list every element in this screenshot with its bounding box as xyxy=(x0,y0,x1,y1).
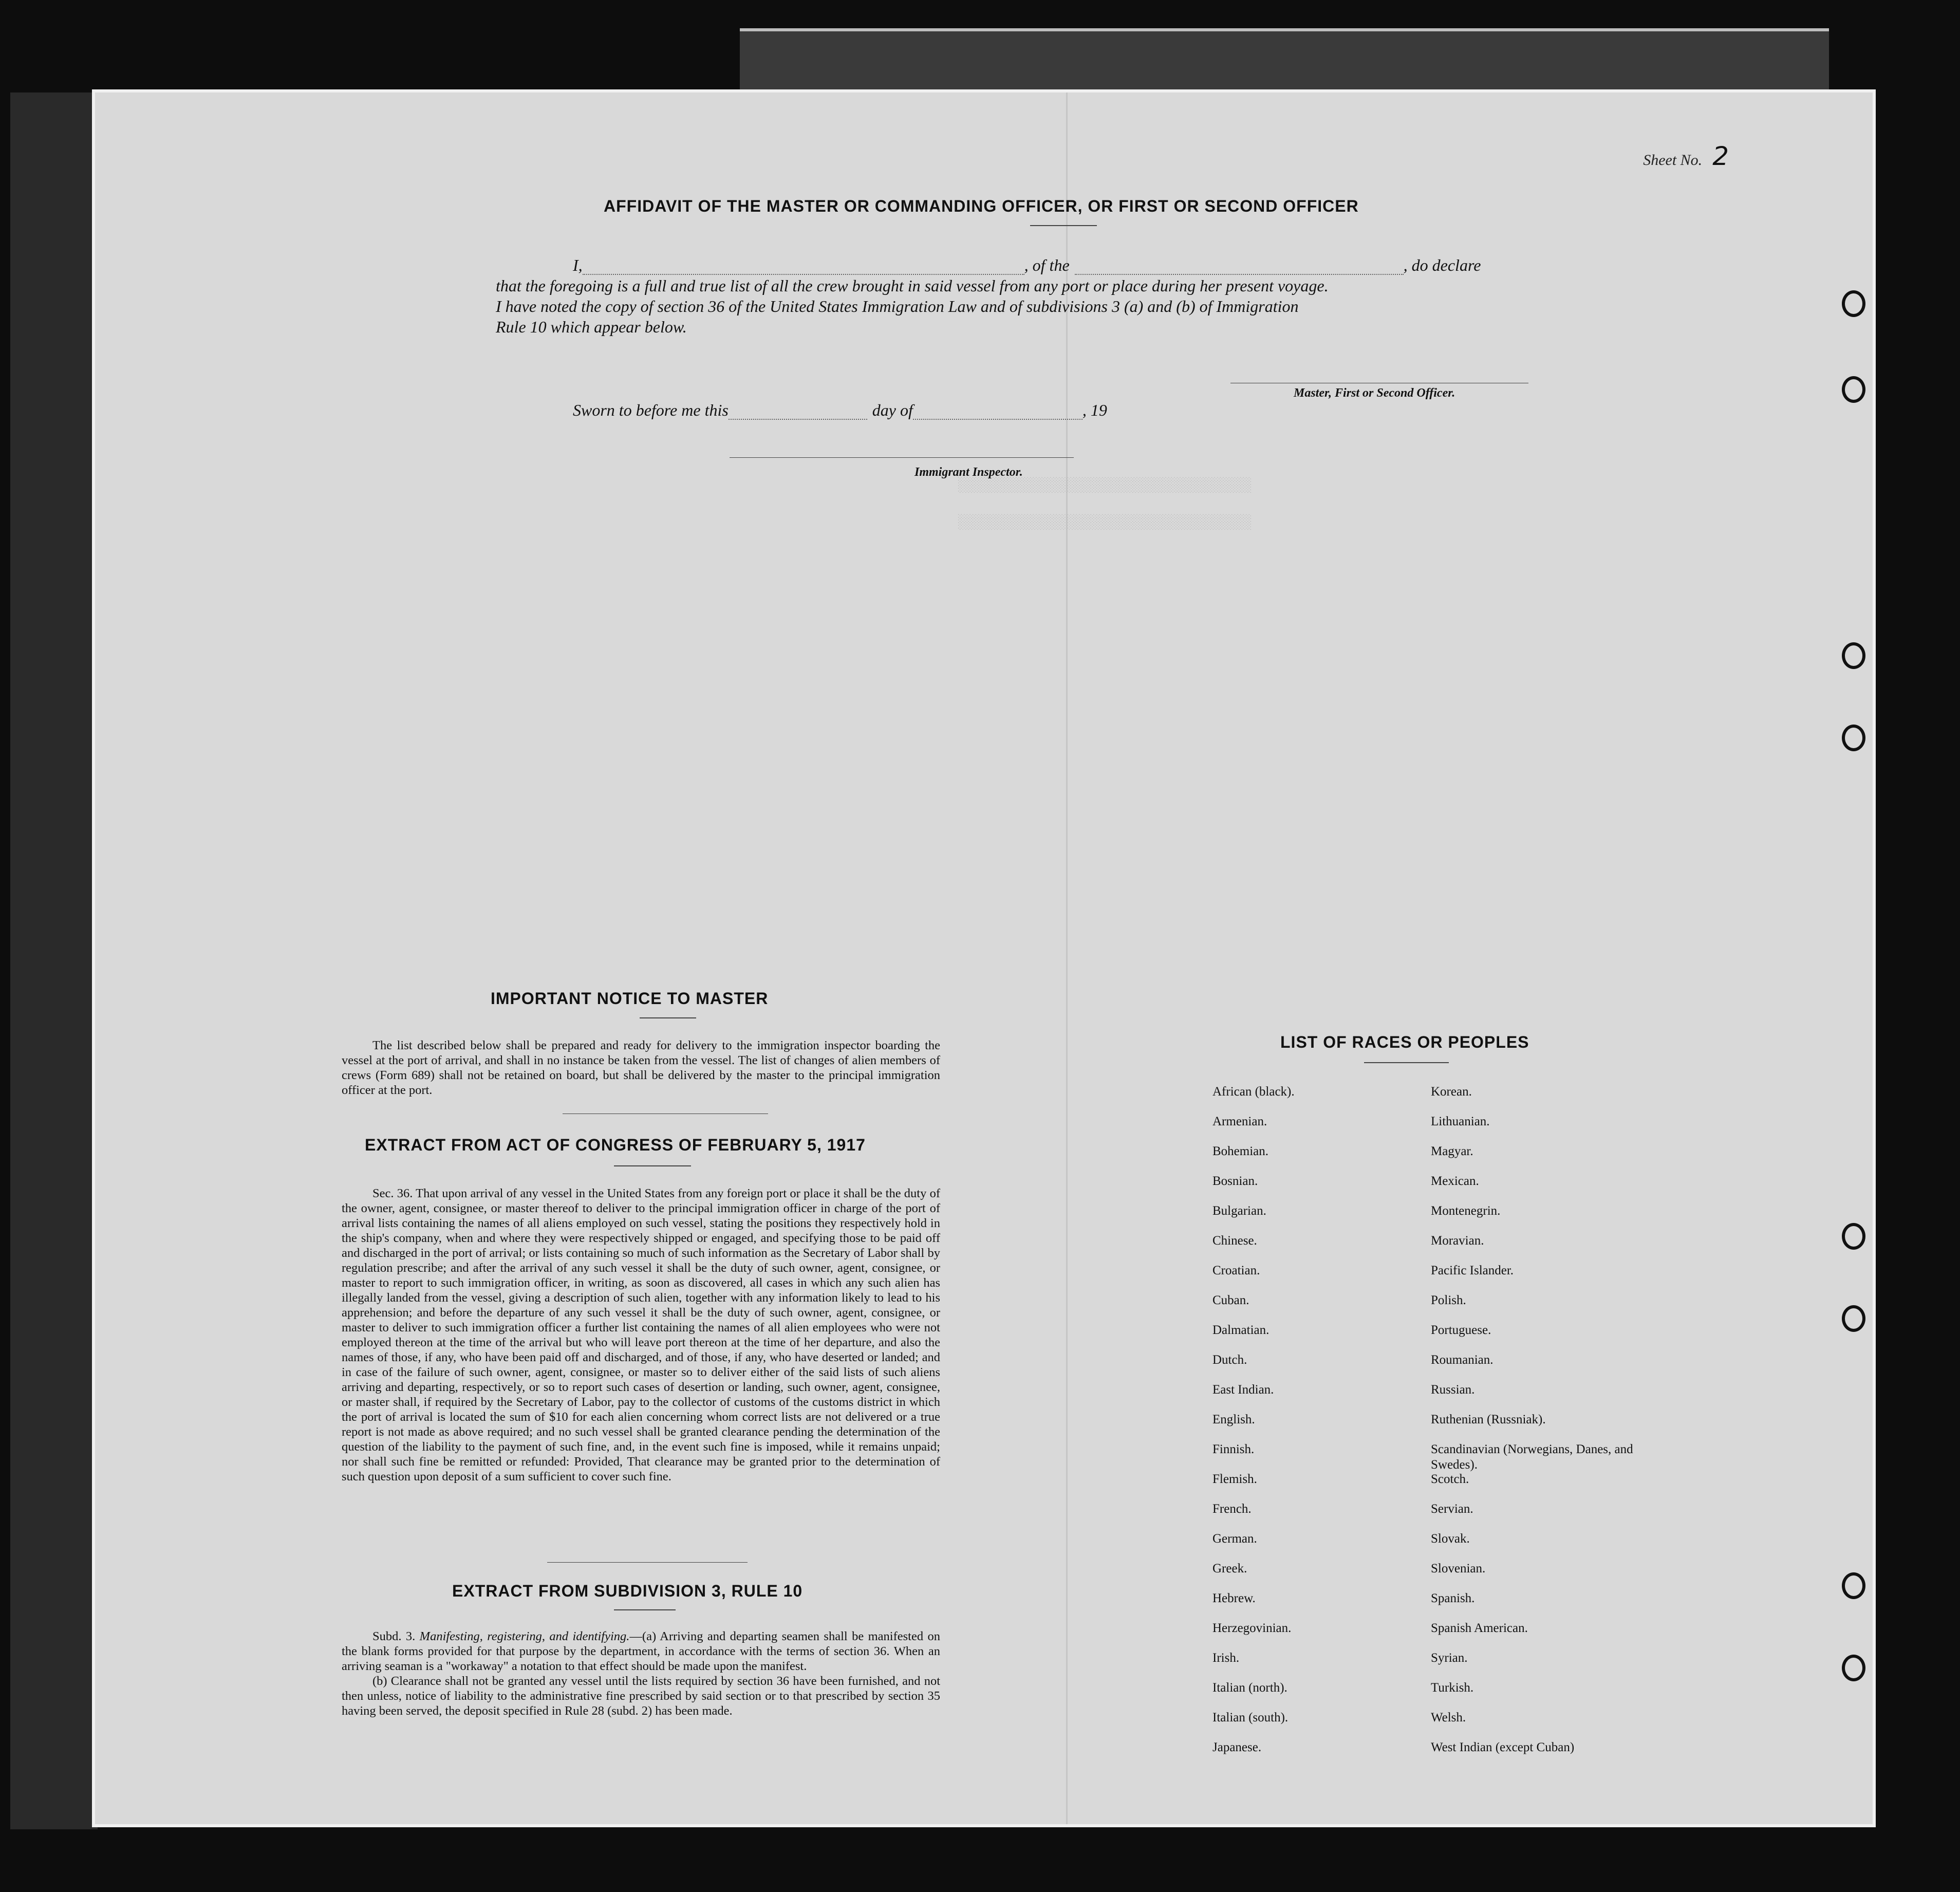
race-item: Montenegrin. xyxy=(1431,1204,1501,1218)
sworn-line: Sworn to before me this day of , 19 xyxy=(573,401,1107,419)
race-item: Irish. xyxy=(1212,1651,1240,1665)
race-item: Pacific Islander. xyxy=(1431,1264,1514,1277)
race-item: Flemish. xyxy=(1212,1472,1257,1486)
notice-title-rule xyxy=(640,1017,696,1018)
act-title: EXTRACT FROM ACT OF CONGRESS OF FEBRUARY 5, 1917 xyxy=(365,1136,866,1154)
binder-hole xyxy=(1842,290,1865,317)
affidavit-line-4: Rule 10 which appear below. xyxy=(496,318,687,336)
race-item: Finnish. xyxy=(1212,1442,1255,1456)
sworn-date-blank[interactable] xyxy=(729,419,867,420)
binder-hole xyxy=(1842,376,1865,403)
race-item: French. xyxy=(1212,1502,1252,1516)
notice-text: The list described below shall be prepared and ready for delivery to the immigration inspector boarding the vessel at the port of arrival, and shall in no instance be taken from the vessel. The list of changes of alien members of crews (Form 689) shall not be retained on board, but shall be delivered by the master to the principal immigration officer at the port. xyxy=(342,1038,940,1097)
race-item: Greek. xyxy=(1212,1562,1247,1575)
sworn-month-blank[interactable] xyxy=(913,419,1082,420)
race-item: Scotch. xyxy=(1431,1472,1469,1486)
notice-title: IMPORTANT NOTICE TO MASTER xyxy=(491,989,769,1008)
race-item: English. xyxy=(1212,1413,1255,1426)
affidavit-title-rule xyxy=(1030,225,1097,226)
act-end-rule xyxy=(547,1562,748,1563)
binder-hole xyxy=(1842,1655,1865,1681)
binder-hole xyxy=(1842,642,1865,669)
binder-hole xyxy=(1842,1223,1865,1250)
sheet-number xyxy=(1643,141,1729,171)
bleed-through-text: ░░░░░░░░░░░░░░░░░░░░░░░░░░░░░░░░░░ ░░░░░░░░░░░░░░░░░░░░░░░░░░░░░░░░░░ xyxy=(958,478,1252,531)
race-item: Bosnian. xyxy=(1212,1174,1258,1188)
race-item: Croatian. xyxy=(1212,1264,1260,1277)
race-item: Spanish. xyxy=(1431,1591,1475,1605)
race-item: Polish. xyxy=(1431,1293,1466,1307)
race-item: Bulgarian. xyxy=(1212,1204,1266,1218)
sheet-number-value: 2 xyxy=(1712,141,1729,171)
race-item: Bohemian. xyxy=(1212,1144,1269,1158)
race-item: West Indian (except Cuban) xyxy=(1431,1740,1575,1754)
race-item: Cuban. xyxy=(1212,1293,1249,1307)
races-title-rule xyxy=(1364,1062,1449,1063)
act-text: Sec. 36. That upon arrival of any vessel in the United States from any foreign port or place it shall be the duty of the owner, agent, consignee, or master thereof to deliver to the principal immigration officer in charge of the port of arrival lists containing the names of all aliens employed on such vessel, stating the positions they respectively hold in the ship's company, when and where they were respectively shipped or engaged, and specifying those to be paid off and discharged in the port of arrival; or lists containing so much of such information as the Secretary of Labor shall by regulation prescribe; and after the arrival of any such vessel it shall be the duty of such owner, agent, consignee, or master to report to such immigration officer, in writing, as soon as discovered, all cases in which any such alien has illegally landed from the vessel, giving a description of such alien, together with any information likely to lead to his apprehension; and before the departure of any such vessel it shall be the duty of such owner, agent, consignee, or master to deliver to such immigration officer a further list containing the names of all alien employees who were not employed thereon at the time of the arrival but who will leave port thereon at the time of her departure, and also the names of those, if any, who have been paid off and discharged, and of those, if any, who have deserted or landed; and in case of the failure of such owner, agent, consignee, or master so to deliver either of the said lists of such aliens arriving and departing, respectively, or so to report such cases of desertion or landing, such owner, agent, consignee, or master shall, if required by the Secretary of Labor, pay to the collector of customs of the customs district in which the port of arrival is located the sum of $10 for each alien concerning whom correct lists are not delivered or a true report is not made as above required; and no such vessel shall be granted clearance pending the determination of the question of the liability to the payment of such fine, and, in the event such fine is imposed, while it remains unpaid; nor shall such fine be remitted or refunded: Provided, That clearance may be granted prior to the determination of such question upon deposit of a sum sufficient to cover such fine. xyxy=(342,1186,941,1483)
race-item: Slovak. xyxy=(1431,1532,1470,1546)
race-item: Korean. xyxy=(1431,1085,1472,1099)
race-item: African (black). xyxy=(1212,1085,1295,1099)
binder-hole xyxy=(1842,1572,1865,1599)
race-item: Magyar. xyxy=(1431,1144,1473,1158)
race-item: Japanese. xyxy=(1212,1740,1262,1754)
rule-title: EXTRACT FROM SUBDIVISION 3, RULE 10 xyxy=(452,1582,803,1600)
inspector-signature-line xyxy=(730,457,1074,458)
race-item: Mexican. xyxy=(1431,1174,1479,1188)
race-item: Servian. xyxy=(1431,1502,1473,1516)
race-item: German. xyxy=(1212,1532,1257,1546)
affidavit-line-3: I have noted the copy of section 36 of the United States Immigration Law and of subdivisions 3 (a) and (b) of Immigration xyxy=(496,297,1299,316)
affidavit-line-2: that the foregoing is a full and true list of all the crew brought in said vessel from any port or place during her present voyage. xyxy=(496,276,1329,295)
underlying-sheet-left xyxy=(10,92,98,1829)
affidavit-line-1: I, , of the , do declare xyxy=(573,256,1481,274)
rule-text: Subd. 3. Manifesting, registering, and identifying.—(a) Arriving and departing seamen shall be manifested on the blank forms provided for that purpose by the department, in accordance with the terms of section 36. When an arriving seaman is a "workaway" a notation to that effect should be made upon the manifest. (b) Clearance shall not be granted any vessel until the lists required by section 36 have been furnished, and not then unless, notice of liability to the administrative fine prescribed by said section or to that prescribed by section 35 having been served, the deposit specified in Rule 28 (subd. 2) has been made. xyxy=(342,1629,940,1718)
race-item: Lithuanian. xyxy=(1431,1115,1490,1128)
race-item: Italian (south). xyxy=(1212,1711,1289,1724)
race-item: Armenian. xyxy=(1212,1115,1267,1128)
race-item: Scandinavian (Norwegians, Danes, and Swedes). xyxy=(1431,1442,1633,1472)
race-item: Dalmatian. xyxy=(1212,1323,1270,1337)
binder-hole xyxy=(1842,1305,1865,1332)
race-item: Portuguese. xyxy=(1431,1323,1491,1337)
page-fold xyxy=(1066,92,1068,1824)
race-item: Russian. xyxy=(1431,1383,1475,1397)
act-title-rule xyxy=(614,1165,691,1166)
binder-hole xyxy=(1842,725,1865,751)
race-item: Dutch. xyxy=(1212,1353,1247,1367)
race-item: Ruthenian (Russniak). xyxy=(1431,1413,1546,1426)
affidavit-title: AFFIDAVIT OF THE MASTER OR COMMANDING OFFICER, OR FIRST OR SECOND OFFICER xyxy=(604,197,1359,215)
race-item: Italian (north). xyxy=(1212,1681,1287,1695)
race-item: Roumanian. xyxy=(1431,1353,1494,1367)
inspector-caption: Immigrant Inspector. xyxy=(914,466,1023,479)
race-item: Slovenian. xyxy=(1431,1562,1486,1575)
race-item: Moravian. xyxy=(1431,1234,1484,1248)
races-column-1 xyxy=(1212,1084,1397,1770)
sheet-label: Sheet No. xyxy=(1643,152,1703,169)
race-item: East Indian. xyxy=(1212,1383,1274,1397)
vessel-blank[interactable] xyxy=(1075,274,1404,275)
name-blank[interactable] xyxy=(583,274,1024,275)
race-item: Spanish American. xyxy=(1431,1621,1528,1635)
race-item: Syrian. xyxy=(1431,1651,1468,1665)
race-item: Herzegovinian. xyxy=(1212,1621,1292,1635)
master-caption: Master, First or Second Officer. xyxy=(1294,386,1455,400)
race-item: Welsh. xyxy=(1431,1711,1466,1724)
rule-title-rule xyxy=(614,1609,676,1610)
races-title: LIST OF RACES OR PEOPLES xyxy=(1280,1033,1529,1051)
race-item: Chinese. xyxy=(1212,1234,1257,1248)
race-item: Hebrew. xyxy=(1212,1591,1256,1605)
manifest-page xyxy=(95,92,1873,1824)
races-column-2 xyxy=(1431,1084,1636,1770)
race-item: Turkish. xyxy=(1431,1681,1474,1695)
